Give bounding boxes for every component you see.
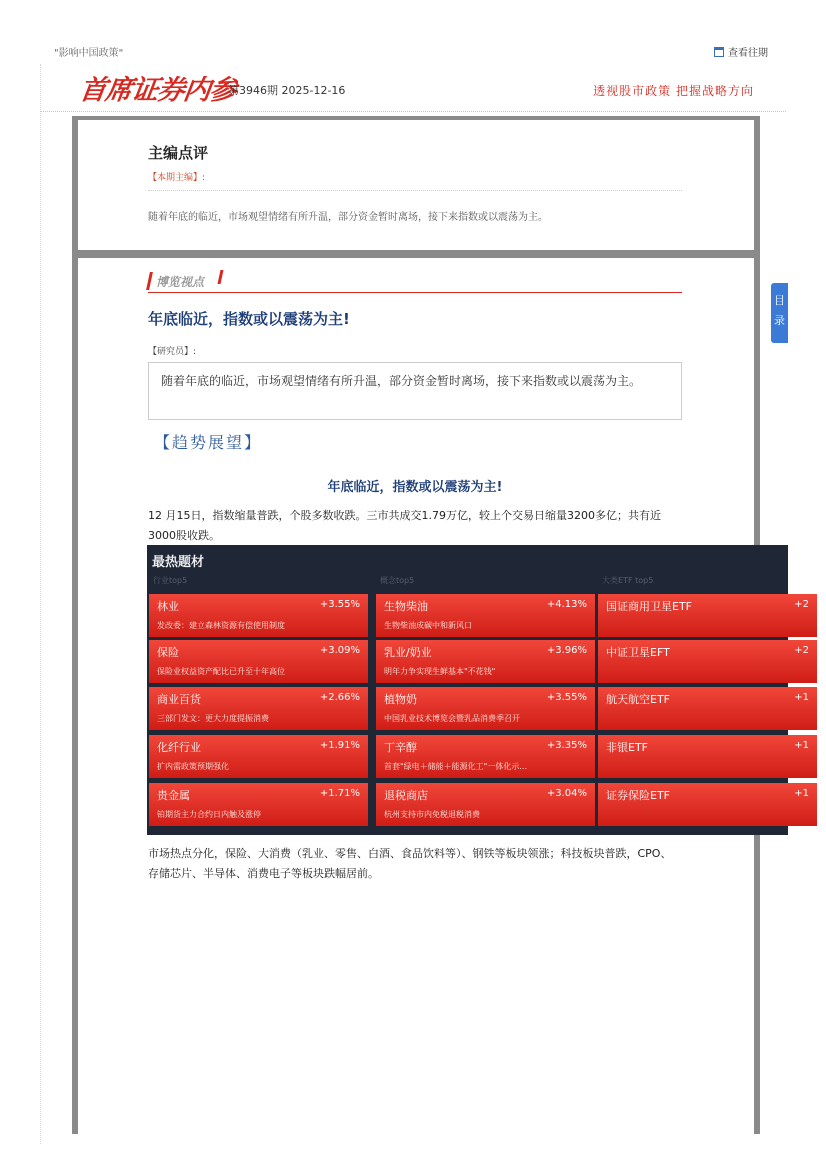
masthead <box>77 68 766 106</box>
editor-comment-section <box>72 116 760 254</box>
hot-topic-card[interactable] <box>598 687 817 730</box>
header-divider <box>40 111 786 112</box>
view-history-label: 查看往期 <box>728 48 768 59</box>
publication-tagline: 透视股市政策 把握战略方向 <box>593 84 754 98</box>
hot-topic-name: 退税商店 <box>384 789 428 802</box>
hot-topic-name: 植物奶 <box>384 693 417 706</box>
issue-number-date: 第3946期 2025-12-16 <box>228 84 346 97</box>
hot-topic-card[interactable] <box>376 783 595 826</box>
hot-topic-name: 商业百货 <box>157 693 201 706</box>
hot-topic-card[interactable] <box>149 735 368 778</box>
hot-topic-change: +3.96% <box>546 645 587 656</box>
hot-topic-news: 发改委：建立森林资源有偿使用制度 <box>157 621 285 630</box>
hot-topic-news: 三部门发文：更大力度提振消费 <box>157 714 269 723</box>
hot-topic-card[interactable] <box>598 783 817 826</box>
hot-topic-name: 非银ETF <box>606 741 648 754</box>
hot-topic-card[interactable] <box>598 735 817 778</box>
hot-topic-change: +1 <box>794 788 809 799</box>
hot-topic-change: +4.13% <box>546 599 587 610</box>
hot-topic-card[interactable] <box>598 640 817 683</box>
column-mark-right <box>218 270 224 284</box>
publication-logo: 首席证券内参 <box>77 75 238 106</box>
editor-label: 【本期主编】: <box>148 173 206 183</box>
hot-topic-card[interactable] <box>376 640 595 683</box>
paragraph-hot-sectors: 市场热点分化，保险、大消费（乳业、零售、白酒、食品饮料等）、钢铁等板块领涨；科技板块普跌，CPO、存储芯片、半导体、消费电子等板块跌幅居前。 <box>148 847 672 880</box>
editor-divider <box>148 190 682 191</box>
hot-topic-change: +1 <box>794 740 809 751</box>
hot-topic-change: +2 <box>794 645 809 656</box>
article-title: 年底临近，指数或以震荡为主! <box>148 310 350 328</box>
hot-topic-change: +3.55% <box>319 599 360 610</box>
hot-column-label: 概念top5 <box>380 576 415 585</box>
hot-topic-card[interactable] <box>376 687 595 730</box>
hot-topics-panel <box>147 545 809 835</box>
hot-topic-news: 保险业权益资产配比已升至十年高位 <box>157 667 285 676</box>
editor-section-title: 主编点评 <box>148 144 209 162</box>
hot-topic-news: 中国乳业技术博览会暨乳品消费季召开 <box>384 714 520 723</box>
hot-topic-change: +1.71% <box>319 788 360 799</box>
hot-topic-card[interactable] <box>598 594 817 637</box>
hot-topic-news: 明年力争实现生鲜基本"不花钱" <box>384 667 496 676</box>
column-name: 博览视点 <box>156 275 205 289</box>
hot-topic-card[interactable] <box>149 640 368 683</box>
table-of-contents-tab[interactable]: 目录 <box>771 283 788 343</box>
hot-topic-name: 证券保险ETF <box>606 789 670 802</box>
paragraph-market-summary: 12 月15日，指数缩量普跌，个股多数收跌。三市共成交1.79万亿，较上个交易日缩量3200多亿；共有近3000股收跌。 <box>148 509 661 542</box>
hot-topic-news: 首套"绿电＋储能＋能源化工"一体化示... <box>384 762 527 771</box>
article-subtitle: 年底临近，指数或以震荡为主! <box>327 480 503 495</box>
trend-heading: 【趋势展望】 <box>154 433 263 452</box>
hot-topic-name: 贵金属 <box>157 789 190 802</box>
hot-topic-change: +3.09% <box>319 645 360 656</box>
hot-topic-name: 国证商用卫星ETF <box>606 600 692 613</box>
hot-topic-card[interactable] <box>149 783 368 826</box>
article-abstract: 随着年底的临近，市场观望情绪有所升温，部分资金暂时离场，接下来指数或以震荡为主。 <box>148 362 682 420</box>
hot-topic-change: +3.35% <box>546 740 587 751</box>
hot-topic-change: +3.55% <box>546 692 587 703</box>
hot-column-label: 大类ETF top5 <box>602 576 654 585</box>
hot-topic-card[interactable] <box>376 735 595 778</box>
calendar-icon <box>714 47 724 57</box>
hot-topic-change: +1.91% <box>319 740 360 751</box>
hot-topic-change: +2.66% <box>319 692 360 703</box>
top-slogan: "影响中国政策" <box>54 48 124 59</box>
hot-topic-news: 生物柴油成碳中和新风口 <box>384 621 472 630</box>
hot-topic-change: +1 <box>794 692 809 703</box>
hot-topic-news: 铂期货主力合约日内触及涨停 <box>157 810 261 819</box>
editor-summary: 随着年底的临近，市场观望情绪有所升温，部分资金暂时离场，接下来指数或以震荡为主。 <box>148 212 548 223</box>
hot-topic-card[interactable] <box>149 687 368 730</box>
hot-topic-name: 丁辛醇 <box>384 741 417 754</box>
hot-topic-card[interactable] <box>376 594 595 637</box>
hot-topic-name: 保险 <box>157 646 179 659</box>
hot-topic-news: 杭州支持市内免税退税消费 <box>384 810 480 819</box>
hot-topic-name: 乳业/奶业 <box>384 646 432 659</box>
view-history-link[interactable] <box>714 44 768 59</box>
hot-topic-card[interactable] <box>149 594 368 637</box>
hot-topic-name: 林业 <box>157 600 179 613</box>
hot-topic-change: +2 <box>794 599 809 610</box>
hot-topic-name: 生物柴油 <box>384 600 428 613</box>
hot-topic-name: 航天航空ETF <box>606 693 670 706</box>
hot-topic-news: 扩内需政策预期强化 <box>157 762 229 771</box>
hot-topic-name: 化纤行业 <box>157 741 201 754</box>
column-header <box>148 270 682 293</box>
researcher-label: 【研究员】: <box>148 347 197 357</box>
hot-topic-name: 中证卫星EFT <box>606 646 670 659</box>
hot-topics-title: 最热题材 <box>152 555 205 570</box>
hot-topic-change: +3.04% <box>546 788 587 799</box>
column-mark-left <box>146 272 153 290</box>
left-dotted-guide <box>40 64 41 1144</box>
hot-column-label: 行业top5 <box>153 576 188 585</box>
